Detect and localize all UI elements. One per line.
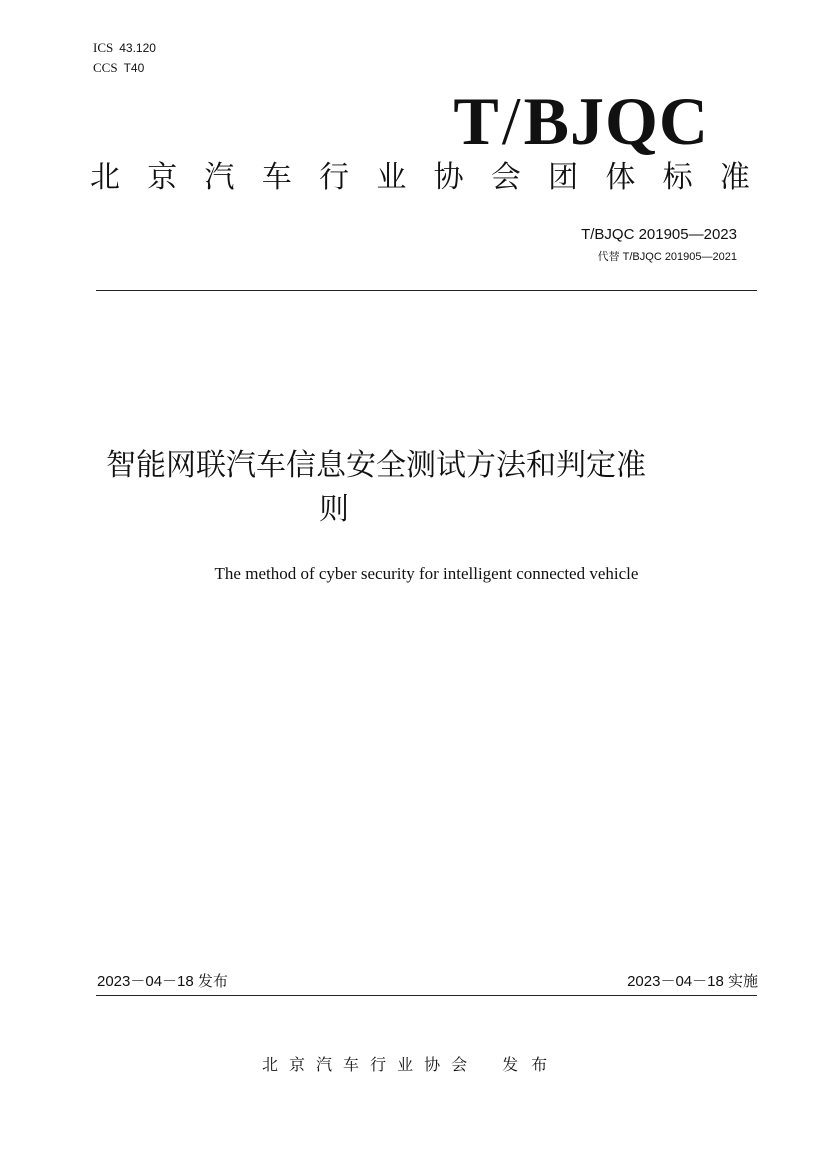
publisher-char: 业 [397, 1055, 414, 1074]
standard-number: T/BJQC 201905—2023 [581, 226, 737, 243]
org-char: 会 [490, 160, 521, 195]
publisher-char: 行 [370, 1055, 387, 1074]
standard-logo [453, 83, 709, 159]
ics-value: 43.120 [119, 41, 156, 55]
org-char: 体 [605, 160, 636, 195]
org-char: 汽 [204, 160, 235, 195]
document-title-chinese [106, 444, 756, 532]
org-char: 行 [319, 160, 350, 195]
logo-part-bjqc: BJQC [523, 83, 709, 159]
organization-heading [90, 160, 750, 196]
logo-part-t: T [453, 83, 500, 159]
title-line-2: 则 [319, 492, 349, 527]
title-line-1: 智能网联汽车信息安全测试方法和判定准 [106, 448, 646, 483]
ccs-line [93, 60, 144, 76]
publisher-char: 北 [262, 1055, 279, 1074]
org-char: 协 [433, 160, 464, 195]
org-char: 团 [548, 160, 579, 195]
footer-divider [96, 995, 757, 996]
logo-slash: / [501, 83, 522, 159]
publisher-char: 汽 [316, 1055, 333, 1074]
publisher-char: 车 [343, 1055, 360, 1074]
ics-line [93, 40, 156, 56]
org-char: 北 [90, 160, 120, 195]
publisher-line [262, 1055, 547, 1075]
org-char: 业 [376, 160, 407, 195]
publish-action-char: 布 [531, 1055, 548, 1074]
publisher-char: 会 [451, 1055, 468, 1074]
document-title-english: The method of cyber security for intelligent connected vehicle [214, 564, 639, 583]
ics-label: ICS [93, 40, 114, 55]
org-char: 京 [147, 160, 178, 195]
org-char: 准 [719, 160, 750, 195]
ccs-value: T40 [123, 61, 145, 75]
replaced-standard: 代替 T/BJQC 201905—2021 [597, 251, 737, 263]
publisher-char: 协 [424, 1055, 441, 1074]
org-char: 标 [662, 160, 693, 195]
publish-action-char: 发 [502, 1055, 519, 1074]
org-char: 车 [261, 160, 292, 195]
publisher-char: 京 [289, 1055, 306, 1074]
implementation-date: 2023－04－18 实施 [627, 973, 758, 990]
header-divider [96, 290, 757, 291]
ccs-label: CCS [93, 60, 118, 75]
issue-date: 2023－04－18 发布 [97, 973, 228, 990]
